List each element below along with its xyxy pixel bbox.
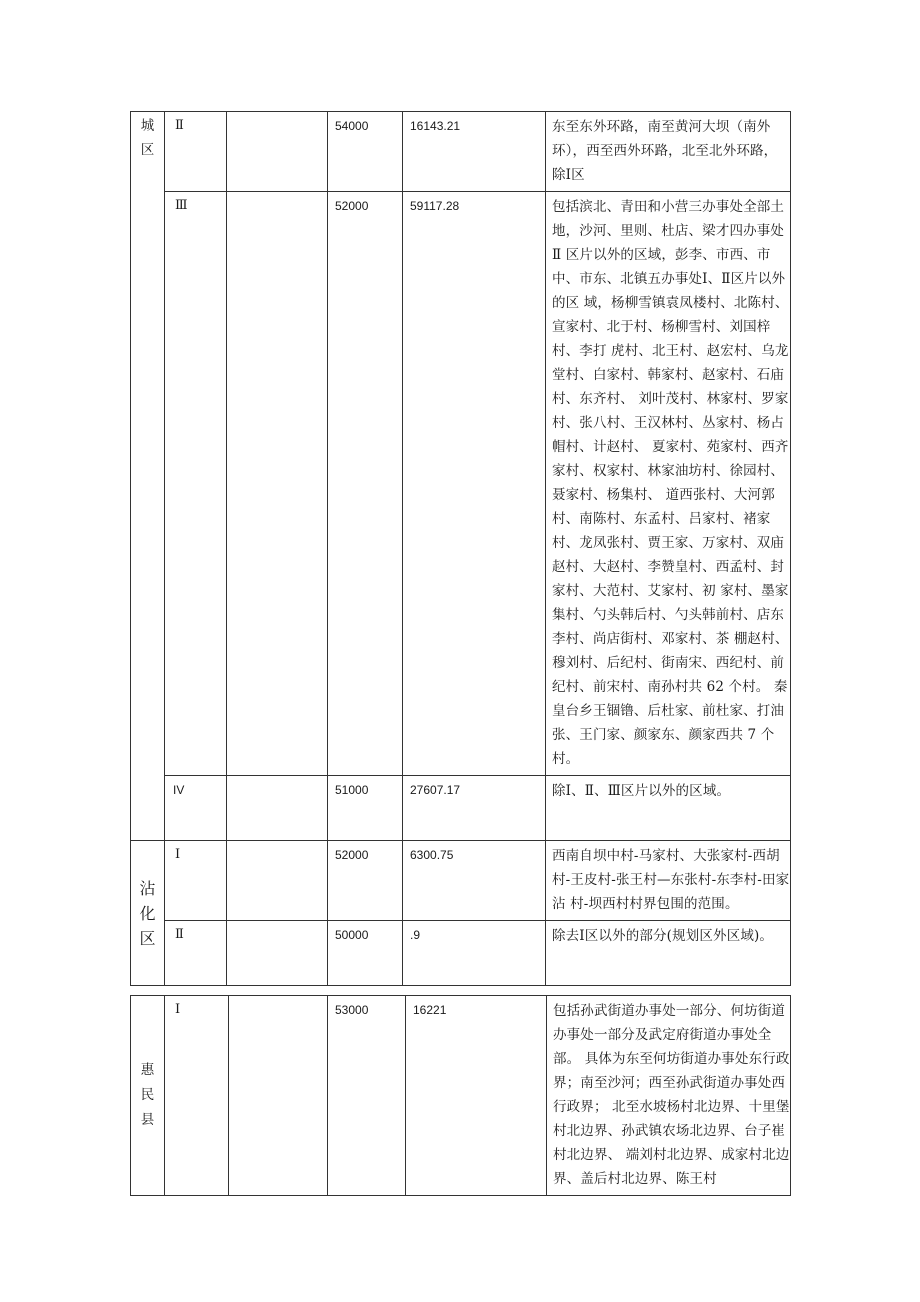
price-cell: 51000: [328, 776, 403, 841]
table-row: [131, 192, 791, 776]
level-cell: Ⅰ: [165, 841, 227, 921]
area-cell: 16143.21: [403, 112, 546, 192]
district-name: 城区: [140, 118, 155, 158]
table-row: [131, 112, 791, 192]
empty-cell: [229, 996, 328, 1196]
level-cell: Ⅲ: [165, 192, 227, 776]
description-cell: 包括孙武街道办事处一部分、何坊街道办事处一部分及武定府街道办事处全部。 具体为东至何坊街道办事处东行政界；南至沙河；西至孙武街道办事处西行政界； 北至水坡杨村北边界、十里堡村北边界、孙武镇农场北边界、台子崔村北边界、 端刘村北边界、成家村北边界、盖后村北边界、陈王村: [547, 996, 791, 1196]
empty-cell: [227, 192, 328, 776]
empty-cell: [227, 841, 328, 921]
price-cell: 54000: [328, 112, 403, 192]
description-cell: 包括滨北、青田和小营三办事处全部土地，沙河、里则、杜店、梁才四办事处Ⅱ 区片以外的区域，彭李、市西、市中、市东、北镇五办事处Ⅰ、Ⅱ区片以外的区 域，杨柳雪镇袁凤楼村、北陈村、宣家村、北于村、杨柳雪村、刘国梓村、李打 虎村、北王村、赵宏村、乌龙堂村、白家村、韩家村、赵家村、石庙村、东齐村、 刘叶茂村、林家村、罗家村、张八村、王汉林村、丛家村、杨占帽村、计赵村、 夏家村、苑家村、西齐家村、权家村、林家油坊村、徐园村、聂家村、杨集村、 道西张村、大河郭村、南陈村、东孟村、吕家村、褚家村、龙凤张村、贾王家、万家村、双庙赵村、大赵村、李赞皇村、西孟村、封家村、大范村、艾家村、初 家村、墨家集村、勺头韩后村、勺头韩前村、店东李村、尚店街村、邓家村、茶 棚赵村、穆刘村、后纪村、街南宋、西纪村、前纪村、前宋村、南孙村共 62 个村。 秦皇台乡王锢镥、后杜家、前杜家、打油张、王门家、颜家东、颜家西共 7 个村。: [546, 192, 791, 776]
price-cell: 52000: [328, 841, 403, 921]
price-cell: 50000: [328, 921, 403, 986]
area-cell: 59117.28: [403, 192, 546, 776]
description-cell: 东至东外环路，南至黄河大坝（南外环），西至西外环路，北至北外环路，除Ⅰ区: [546, 112, 791, 192]
level-cell: IV: [165, 776, 227, 841]
district-name: 惠民县: [140, 1062, 155, 1128]
area-cell: 16221: [406, 996, 547, 1196]
price-cell: 53000: [328, 996, 406, 1196]
empty-cell: [227, 112, 328, 192]
area-cell: 27607.17: [403, 776, 546, 841]
district-cell: [131, 996, 165, 1196]
area-cell: .9: [403, 921, 546, 986]
district-cell: [131, 112, 165, 841]
land-price-table-1: [130, 111, 791, 986]
table-row: [131, 841, 791, 921]
level-cell: Ⅱ: [165, 112, 227, 192]
price-cell: 52000: [328, 192, 403, 776]
district-cell: [131, 841, 165, 986]
description-cell: 西南自坝中村-马家村、大张家村-西胡村-王皮村-张王村—东张村-东李村-田家 沾 村-坝西村村界包围的范围。: [546, 841, 791, 921]
table-row: [131, 921, 791, 986]
district-name: 沾化区: [139, 878, 156, 948]
empty-cell: [227, 776, 328, 841]
level-cell: Ⅱ: [165, 921, 227, 986]
description-cell: 除Ⅰ、Ⅱ、Ⅲ区片以外的区域。: [546, 776, 791, 841]
empty-cell: [227, 921, 328, 986]
level-cell: Ⅰ: [165, 996, 229, 1196]
table-row: [131, 776, 791, 841]
area-cell: 6300.75: [403, 841, 546, 921]
land-price-table-2: [130, 995, 791, 1196]
description-cell: 除去Ⅰ区以外的部分(规划区外区域)。: [546, 921, 791, 986]
table-row: [131, 996, 791, 1196]
